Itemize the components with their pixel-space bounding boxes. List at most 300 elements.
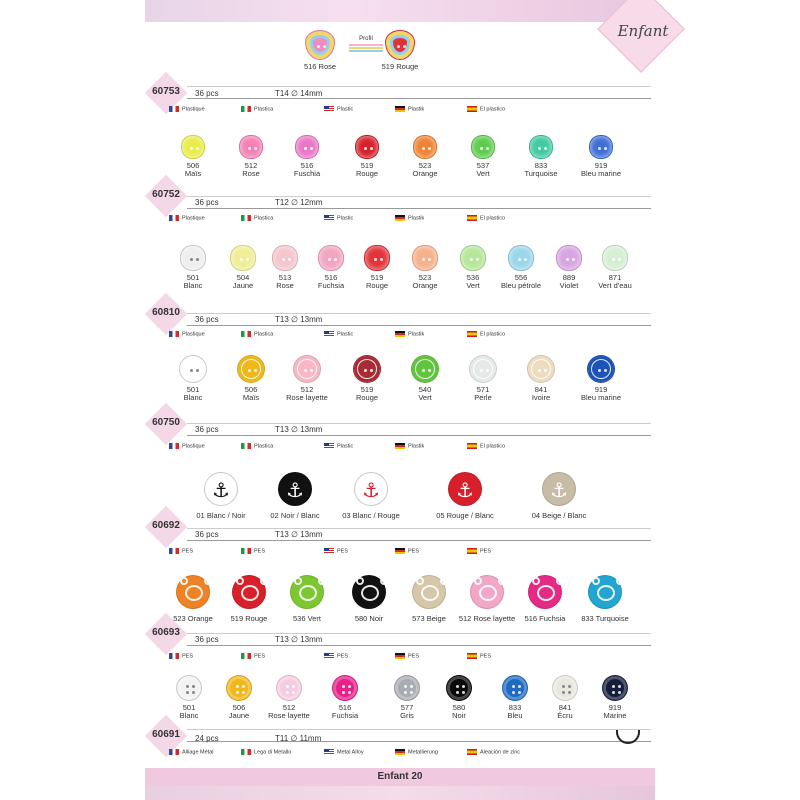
button-hole xyxy=(604,369,607,372)
button-swatch[interactable] xyxy=(435,472,495,520)
button-swatch[interactable] xyxy=(221,135,281,178)
button-hole xyxy=(403,45,406,48)
bear-face-icon xyxy=(479,585,497,601)
button-swatch[interactable] xyxy=(399,575,459,623)
button-swatch[interactable] xyxy=(290,30,350,71)
button-hole xyxy=(422,258,425,261)
material-item xyxy=(467,548,491,554)
button-hole xyxy=(562,691,565,694)
button-code: 833 xyxy=(534,161,548,170)
button-hole xyxy=(428,147,431,150)
button-size: T11 ∅ 11mm xyxy=(275,734,322,743)
button-color-name: Noir xyxy=(452,711,466,720)
product-code-tab xyxy=(145,293,187,335)
button-hole xyxy=(186,685,189,688)
material-name: El plastico xyxy=(480,215,506,222)
button-swatch-disc xyxy=(385,30,415,60)
material-name: Plastique xyxy=(182,106,205,113)
button-hole xyxy=(562,685,565,688)
button-swatch[interactable] xyxy=(259,675,319,720)
divider xyxy=(187,423,651,424)
button-hole xyxy=(254,147,257,150)
button-hole xyxy=(190,258,193,261)
product-section xyxy=(145,245,655,345)
button-hole xyxy=(572,258,575,261)
product-code: 60750 xyxy=(152,417,180,428)
button-hole xyxy=(518,258,521,261)
button-hole xyxy=(456,691,459,694)
button-hole xyxy=(618,685,621,688)
material-name: Metallierung xyxy=(408,749,438,756)
button-label: 523 Orange xyxy=(173,614,213,623)
button-label: 573 Beige xyxy=(412,614,446,623)
flag-icon xyxy=(169,331,179,337)
button-swatch-disc xyxy=(179,355,207,383)
flag-icon xyxy=(324,443,334,449)
material-name: PES xyxy=(337,653,349,660)
product-code: 60752 xyxy=(152,189,180,200)
material-item xyxy=(467,749,520,755)
product-code-tab xyxy=(145,403,187,445)
button-hole xyxy=(518,691,521,694)
button-hole xyxy=(380,258,383,261)
button-swatch-disc xyxy=(180,245,206,271)
button-swatch[interactable] xyxy=(585,245,645,290)
button-hole xyxy=(190,147,193,150)
flag-icon xyxy=(169,548,179,554)
button-code: 537 xyxy=(476,161,490,170)
button-hole xyxy=(612,258,615,261)
button-swatch[interactable] xyxy=(529,472,589,520)
material-item xyxy=(395,548,419,554)
button-swatch-disc xyxy=(589,135,613,159)
flag-icon xyxy=(241,653,251,659)
button-swatch-disc xyxy=(602,675,628,701)
button-color-name: Vert d'eau xyxy=(598,281,632,290)
product-code: 60692 xyxy=(152,520,180,531)
flag-icon xyxy=(395,548,405,554)
button-code: 506 xyxy=(244,385,258,394)
button-swatch-disc xyxy=(412,575,446,609)
button-swatch-disc xyxy=(588,575,622,609)
divider xyxy=(187,208,651,209)
material-name: Plastic xyxy=(337,106,354,113)
button-swatch-disc xyxy=(448,472,482,506)
button-hole xyxy=(456,685,459,688)
button-label: 04 Beige / Blanc xyxy=(531,511,587,520)
product-section xyxy=(145,470,655,570)
product-section xyxy=(145,30,655,130)
material-item xyxy=(395,653,419,659)
material-item xyxy=(467,331,505,337)
button-swatch[interactable] xyxy=(377,675,437,720)
product-code: 60753 xyxy=(152,86,180,97)
flag-icon xyxy=(324,331,334,337)
material-item xyxy=(169,548,193,554)
button-hole xyxy=(568,685,571,688)
button-color-name: Bleu marine xyxy=(580,169,622,178)
button-hole xyxy=(618,691,621,694)
button-hole xyxy=(598,147,601,150)
button-code: 519 xyxy=(370,273,384,282)
button-code: 501 xyxy=(186,385,200,394)
flag-icon xyxy=(324,548,334,554)
button-hole xyxy=(538,147,541,150)
bear-ear-icon xyxy=(204,577,212,585)
button-hole xyxy=(364,369,367,372)
button-swatch[interactable] xyxy=(457,575,517,623)
button-swatch-disc xyxy=(352,575,386,609)
button-hole xyxy=(317,45,320,48)
flag-icon xyxy=(169,653,179,659)
material-name: Plastik xyxy=(408,443,425,450)
button-swatch-disc xyxy=(413,135,437,159)
button-color-name: Fuchsia xyxy=(331,711,359,720)
button-code: 919 xyxy=(594,161,608,170)
flag-icon xyxy=(324,215,334,221)
button-swatch[interactable] xyxy=(277,355,337,402)
button-swatch[interactable] xyxy=(265,472,325,520)
flag-icon xyxy=(395,215,405,221)
divider xyxy=(187,98,651,99)
button-swatch[interactable] xyxy=(571,355,631,402)
flag-icon xyxy=(395,749,405,755)
button-color-name: Fuchsia xyxy=(317,281,345,290)
button-code: 523 xyxy=(418,161,432,170)
pack-quantity: 36 pcs xyxy=(195,530,219,539)
button-size: T13 ∅ 13mm xyxy=(275,425,323,434)
button-swatch[interactable] xyxy=(453,355,513,402)
material-item xyxy=(241,106,273,112)
button-hole xyxy=(462,691,465,694)
divider xyxy=(187,196,651,197)
button-label: 580 Noir xyxy=(354,614,384,623)
button-color-name: Rouge xyxy=(355,169,379,178)
button-code: 512 xyxy=(244,161,258,170)
product-code-tab xyxy=(145,175,187,217)
button-swatch[interactable] xyxy=(163,355,223,402)
pack-quantity: 36 pcs xyxy=(195,198,219,207)
flag-icon xyxy=(467,215,477,221)
button-swatch-disc xyxy=(602,245,628,271)
button-swatch-disc xyxy=(527,355,555,383)
button-color-name: Ivoire xyxy=(531,393,551,402)
button-swatch[interactable] xyxy=(585,675,645,720)
button-color-name: Vert xyxy=(476,169,490,178)
bear-ear-icon xyxy=(236,577,244,585)
button-color-name: Rose xyxy=(276,281,294,290)
button-hole xyxy=(196,147,199,150)
button-swatch[interactable] xyxy=(511,355,571,402)
material-item xyxy=(169,106,205,112)
button-swatch-disc xyxy=(556,245,582,271)
flag-icon xyxy=(241,749,251,755)
button-color-name: Orange xyxy=(412,281,438,290)
bear-ear-icon xyxy=(474,577,482,585)
bear-ear-icon xyxy=(556,577,564,585)
button-swatch-disc xyxy=(542,472,576,506)
button-hole xyxy=(196,258,199,261)
button-swatch[interactable] xyxy=(163,575,223,623)
button-hole xyxy=(192,685,195,688)
button-size: T13 ∅ 13mm xyxy=(275,315,323,324)
button-swatch-disc xyxy=(239,135,263,159)
button-swatch[interactable] xyxy=(370,30,430,71)
material-name: El plastico xyxy=(480,443,506,450)
button-swatch[interactable] xyxy=(571,135,631,178)
button-color-name: Fuschia xyxy=(293,169,321,178)
profil-label: Profil xyxy=(359,36,373,42)
button-code: 841 xyxy=(534,385,548,394)
button-size: T13 ∅ 13mm xyxy=(275,530,323,539)
button-hole xyxy=(428,369,431,372)
button-size: T12 ∅ 12mm xyxy=(275,198,323,207)
button-label: 05 Rouge / Blanc xyxy=(436,511,494,520)
bear-ear-icon xyxy=(318,577,326,585)
material-name: Plastic xyxy=(337,331,354,338)
material-item xyxy=(241,548,265,554)
material-item xyxy=(241,443,273,449)
button-hole xyxy=(612,691,615,694)
button-color-name: Blanc xyxy=(183,281,203,290)
button-swatch[interactable] xyxy=(395,355,455,402)
button-hole xyxy=(246,258,249,261)
button-hole xyxy=(288,258,291,261)
product-section xyxy=(145,675,655,775)
button-hole xyxy=(486,369,489,372)
button-swatch[interactable] xyxy=(337,355,397,402)
button-hole xyxy=(618,258,621,261)
button-hole xyxy=(323,45,326,48)
button-swatch-disc xyxy=(290,575,324,609)
button-hole xyxy=(240,258,243,261)
material-name: PES xyxy=(254,653,266,660)
pack-quantity: 36 pcs xyxy=(195,89,219,98)
bear-face-icon xyxy=(361,585,379,601)
button-code: 540 xyxy=(418,385,432,394)
button-hole xyxy=(364,147,367,150)
anchor-icon: ⚓ xyxy=(550,478,568,502)
material-name: El plastico xyxy=(480,106,506,113)
button-swatch[interactable] xyxy=(315,675,375,720)
button-swatch[interactable] xyxy=(221,355,281,402)
button-code: 841 xyxy=(558,703,572,712)
material-item xyxy=(395,749,438,755)
material-name: PES xyxy=(480,653,492,660)
button-swatch[interactable] xyxy=(191,472,251,520)
flag-icon xyxy=(324,106,334,112)
button-color-name: Rouge xyxy=(365,281,389,290)
button-hole xyxy=(292,691,295,694)
material-name: Plastic xyxy=(337,215,354,222)
flag-icon xyxy=(395,106,405,112)
button-hole xyxy=(334,258,337,261)
product-section xyxy=(145,355,655,455)
button-hole xyxy=(422,147,425,150)
material-item xyxy=(324,215,353,221)
button-swatch[interactable] xyxy=(575,575,635,623)
button-label: 02 Noir / Blanc xyxy=(270,511,320,520)
button-hole xyxy=(512,691,515,694)
button-label: 536 Vert xyxy=(293,614,321,623)
bear-face-icon xyxy=(299,585,317,601)
button-swatch-disc xyxy=(355,135,379,159)
button-swatch-disc xyxy=(272,245,298,271)
button-swatch[interactable] xyxy=(163,135,223,178)
divider xyxy=(187,313,651,314)
button-swatch-disc xyxy=(470,575,504,609)
button-color-name: Perle xyxy=(474,393,492,402)
material-list xyxy=(169,215,649,225)
button-color-name: Rose xyxy=(242,169,260,178)
button-swatch[interactable] xyxy=(339,575,399,623)
material-name: Plastica xyxy=(254,331,274,338)
button-swatch-disc xyxy=(460,245,486,271)
button-code: 580 xyxy=(452,703,466,712)
button-swatch-disc xyxy=(181,135,205,159)
divider xyxy=(187,528,651,529)
material-item xyxy=(395,331,424,337)
button-swatch[interactable] xyxy=(515,575,575,623)
button-swatch-disc xyxy=(305,30,335,60)
button-hole xyxy=(248,147,251,150)
bear-ear-icon xyxy=(616,577,624,585)
bear-face-icon xyxy=(241,585,259,601)
material-item xyxy=(395,443,424,449)
button-swatch[interactable] xyxy=(277,135,337,178)
button-code: 506 xyxy=(186,161,200,170)
button-hole xyxy=(524,258,527,261)
button-color-name: Rouge xyxy=(355,393,379,402)
flag-icon xyxy=(324,653,334,659)
button-hole xyxy=(566,258,569,261)
button-swatch[interactable] xyxy=(453,135,513,178)
material-list xyxy=(169,106,649,116)
material-name: Plastica xyxy=(254,443,274,450)
button-code: 513 xyxy=(278,273,292,282)
bear-face-icon xyxy=(185,585,203,601)
button-swatch-disc xyxy=(226,675,252,701)
bear-face-icon xyxy=(421,585,439,601)
button-hole xyxy=(370,147,373,150)
button-hole xyxy=(404,685,407,688)
material-item xyxy=(241,331,273,337)
material-list xyxy=(169,443,649,453)
button-swatch[interactable] xyxy=(341,472,401,520)
button-swatch[interactable] xyxy=(219,575,279,623)
button-hole xyxy=(304,147,307,150)
button-swatch-disc xyxy=(508,245,534,271)
button-hole xyxy=(538,369,541,372)
bear-ear-icon xyxy=(380,577,388,585)
button-swatch[interactable] xyxy=(429,675,489,720)
button-color-name: Violet xyxy=(559,281,579,290)
bear-ear-icon xyxy=(498,577,506,585)
button-swatch-disc xyxy=(471,135,495,159)
flag-icon xyxy=(169,106,179,112)
button-color-name: Vert xyxy=(466,281,480,290)
material-item xyxy=(324,749,364,755)
category-tab-label: Enfant xyxy=(617,22,669,40)
button-hole xyxy=(480,147,483,150)
button-hole xyxy=(286,685,289,688)
button-hole xyxy=(310,369,313,372)
button-code: 504 xyxy=(236,273,250,282)
button-hole xyxy=(568,691,571,694)
bear-ear-icon xyxy=(180,577,188,585)
button-hole xyxy=(186,691,189,694)
material-name: Plastik xyxy=(408,106,425,113)
button-swatch-disc xyxy=(364,245,390,271)
material-name: Plastica xyxy=(254,215,274,222)
button-code: 516 xyxy=(324,273,338,282)
button-hole xyxy=(348,691,351,694)
button-hole xyxy=(254,369,257,372)
material-list xyxy=(169,653,649,663)
material-name: Aleación de zinc xyxy=(480,749,521,756)
button-swatch-disc xyxy=(411,355,439,383)
button-code: 516 Rose xyxy=(303,62,337,71)
button-hole xyxy=(422,369,425,372)
button-hole xyxy=(404,691,407,694)
button-swatch-disc xyxy=(230,245,256,271)
button-swatch-disc xyxy=(176,675,202,701)
button-code: 519 xyxy=(360,161,374,170)
bear-face-icon xyxy=(597,585,615,601)
material-name: PES xyxy=(408,653,420,660)
button-swatch[interactable] xyxy=(395,135,455,178)
button-hole xyxy=(342,691,345,694)
button-swatch-disc xyxy=(469,355,497,383)
flag-icon xyxy=(324,749,334,755)
button-code: 512 xyxy=(282,703,296,712)
button-hole xyxy=(410,691,413,694)
button-hole xyxy=(480,369,483,372)
divider xyxy=(187,633,651,634)
button-color-name: Marine xyxy=(603,711,627,720)
button-swatch[interactable] xyxy=(337,135,397,178)
divider xyxy=(187,741,651,742)
divider xyxy=(187,435,651,436)
button-hole xyxy=(282,258,285,261)
button-color-name: Jaune xyxy=(228,711,250,720)
material-name: Plastique xyxy=(182,443,205,450)
button-label: 512 Rose layette xyxy=(458,614,516,623)
button-code: 501 xyxy=(182,703,196,712)
material-list xyxy=(169,749,649,759)
button-swatch[interactable] xyxy=(511,135,571,178)
button-swatch-disc xyxy=(332,675,358,701)
button-swatch-disc xyxy=(293,355,321,383)
button-hole xyxy=(292,685,295,688)
button-swatch-disc xyxy=(502,675,528,701)
button-swatch-disc xyxy=(446,675,472,701)
button-color-name: Gris xyxy=(400,711,414,720)
button-hole xyxy=(476,258,479,261)
material-item xyxy=(241,749,291,755)
material-name: Plastique xyxy=(182,331,205,338)
button-swatch[interactable] xyxy=(277,575,337,623)
button-swatch-disc xyxy=(552,675,578,701)
button-color-name: Rose layette xyxy=(286,393,328,402)
button-hole xyxy=(192,691,195,694)
material-item xyxy=(169,331,205,337)
button-hole xyxy=(428,258,431,261)
button-swatch-disc xyxy=(353,355,381,383)
button-hole xyxy=(518,685,521,688)
material-name: Plastik xyxy=(408,215,425,222)
divider xyxy=(187,540,651,541)
